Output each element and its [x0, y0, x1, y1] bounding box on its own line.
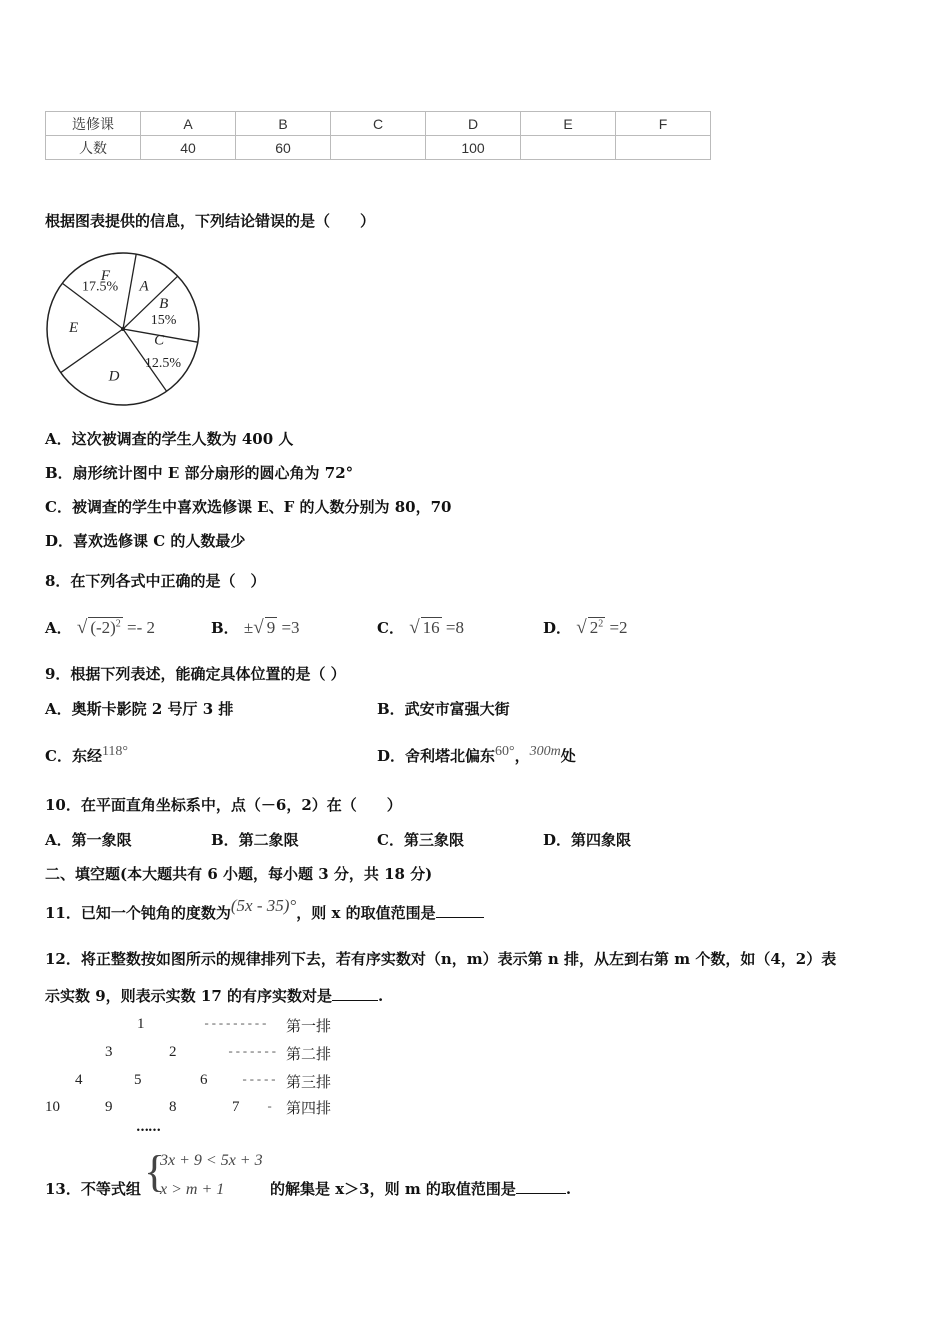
table-cell: C	[331, 112, 426, 136]
radicand: 16	[422, 618, 440, 637]
q13-text: 的解集是 x＞3，则 m 的取值范围是	[270, 1180, 516, 1198]
q8-option-c	[377, 617, 464, 639]
exponent: 2	[115, 618, 121, 630]
row4-num: 10	[45, 1099, 60, 1115]
row-label: 第一排	[286, 1019, 332, 1035]
row-label: 第三排	[286, 1075, 332, 1091]
dash-leader: -	[266, 1100, 274, 1114]
pie-label: A	[139, 278, 149, 295]
q8-option-b	[211, 617, 300, 639]
table-cell: 选修课	[46, 112, 141, 136]
q7-stem: 根据图表提供的信息，下列结论错误的是（ ）	[45, 212, 376, 230]
ellipsis: ……	[136, 1120, 160, 1135]
math-inline: (5x - 35)°	[230, 896, 297, 915]
pie-label: D	[108, 368, 120, 385]
q8-option-d	[543, 617, 628, 639]
section-heading: 二、填空题(本大题共有 6 小题，每小题 3 分，共 18 分)	[45, 865, 433, 883]
q11	[45, 896, 484, 923]
row2-num: 3	[105, 1044, 113, 1060]
option-label: A．	[45, 619, 72, 637]
pie-percent-label: 17.5%	[81, 279, 119, 295]
q9-option-b: B．武安市富强大街	[377, 700, 510, 718]
q10-stem: 10．在平面直角坐标系中，点（－6，2）在（ ）	[45, 796, 402, 814]
q8-c-expr: √ 16 =8	[409, 617, 464, 638]
rhs: =- 2	[127, 618, 156, 637]
left-brace: {	[144, 1147, 166, 1196]
q8-b-expr: ±√ 9 =3	[243, 617, 300, 638]
radicand: 9	[266, 618, 276, 637]
option-text: D．舍利塔北偏东	[377, 747, 496, 765]
dash-leader: ---------	[203, 1017, 268, 1031]
q13-pre: 13．不等式组	[45, 1180, 141, 1198]
table-cell: D	[426, 112, 521, 136]
table-cell: B	[236, 112, 331, 136]
table-row	[46, 136, 711, 160]
row3-num: 5	[134, 1072, 142, 1088]
separator: ，	[514, 747, 530, 765]
q8-option-a	[45, 617, 155, 639]
exponent: 2	[598, 618, 604, 630]
q13-text: .	[565, 1180, 572, 1198]
q13-post	[270, 1178, 571, 1199]
q12-text: 示实数 9，则表示实数 17 的有序实数对是	[45, 987, 332, 1005]
row4-num: 8	[169, 1099, 177, 1115]
row2-num: 2	[169, 1044, 177, 1060]
row3-num: 6	[200, 1072, 208, 1088]
option-label: C．	[377, 619, 404, 637]
q10-option-b: B．第二象限	[211, 831, 299, 849]
q7-option-d: D．喜欢选修课 C 的人数最少	[45, 532, 246, 550]
table-cell	[616, 136, 711, 160]
math-inline: 118°	[101, 744, 129, 759]
pie-percent-label: 12.5%	[144, 355, 182, 371]
table-cell	[521, 136, 616, 160]
table-cell: 60	[236, 136, 331, 160]
table-cell: 100	[426, 136, 521, 160]
rhs: =2	[609, 618, 628, 637]
table-cell: F	[616, 112, 711, 136]
pie-percent-label: 15%	[150, 312, 177, 328]
q8-stem: 8．在下列各式中正确的是（ ）	[45, 572, 266, 590]
inequality-2: x > m + 1	[160, 1181, 225, 1198]
q9-option-d	[377, 744, 576, 766]
q12-text: .	[377, 987, 384, 1005]
q9-option-a: A．奥斯卡影院 2 号厅 3 排	[45, 700, 234, 718]
row3-num: 4	[75, 1072, 83, 1088]
q10-option-a: A．第一象限	[45, 831, 132, 849]
q9-stem: 9．根据下列表述，能确定具体位置的是（ ）	[45, 665, 346, 683]
inequality-1: 3x + 9 < 5x + 3	[160, 1152, 263, 1169]
q7-option-a: A．这次被调查的学生人数为 400 人	[45, 430, 294, 448]
dash-leader: -------	[227, 1045, 278, 1059]
table-cell: 40	[141, 136, 236, 160]
option-label: B．	[211, 619, 239, 637]
pie-label: E	[69, 320, 79, 337]
rhs: =3	[281, 618, 300, 637]
plus-minus: ±	[243, 618, 254, 637]
radicand: 2	[589, 618, 599, 637]
pie-label: C	[154, 332, 165, 349]
answer-blank[interactable]	[436, 917, 484, 918]
q12-line1: 12．将正整数按如图所示的规律排列下去，若有序实数对（n，m）表示第 n 排，从左到右第 m 个数，如（4，2）表	[45, 950, 837, 968]
row-label: 第二排	[286, 1047, 332, 1063]
option-text: C．东经	[45, 747, 102, 765]
option-label: D．	[543, 619, 572, 637]
q11-text: ，则 x 的取值范围是	[296, 904, 436, 922]
rhs: =8	[445, 618, 464, 637]
pie-label: B	[159, 296, 169, 313]
q10-option-d: D．第四象限	[543, 831, 632, 849]
q8-d-expr: √ $2^2 =2$	[576, 617, 628, 638]
table-cell	[331, 136, 426, 160]
table-cell: E	[521, 112, 616, 136]
table-header-row	[46, 112, 711, 136]
math-inline: 60°	[495, 744, 515, 759]
q8-a-expr: √ $(-2)^2 =- 2$	[76, 617, 156, 638]
q12-line2	[45, 985, 383, 1006]
elective-table	[45, 111, 711, 160]
pie-center	[121, 327, 125, 331]
q7-option-c: C．被调查的学生中喜欢选修课 E、F 的人数分别为 80，70	[45, 498, 452, 516]
row-label: 第四排	[286, 1101, 332, 1117]
q10-option-c: C．第三象限	[377, 831, 464, 849]
dash-leader: -----	[241, 1073, 278, 1087]
math-inline: 300m	[529, 744, 561, 759]
row1-num: 1	[137, 1016, 145, 1032]
q9-option-c	[45, 744, 128, 766]
row4-num: 9	[105, 1099, 113, 1115]
pie-chart	[40, 248, 210, 413]
pie-label: F	[100, 268, 111, 285]
table-cell: 人数	[46, 136, 141, 160]
radicand: (-2)	[90, 618, 116, 637]
option-text: 处	[560, 747, 576, 765]
q11-text: 11．已知一个钝角的度数为	[45, 904, 231, 922]
answer-blank[interactable]	[332, 1000, 378, 1001]
table-cell: A	[141, 112, 236, 136]
q7-option-b: B．扇形统计图中 E 部分扇形的圆心角为 72°	[45, 464, 354, 482]
answer-blank[interactable]	[516, 1193, 566, 1194]
row4-num: 7	[232, 1099, 240, 1115]
